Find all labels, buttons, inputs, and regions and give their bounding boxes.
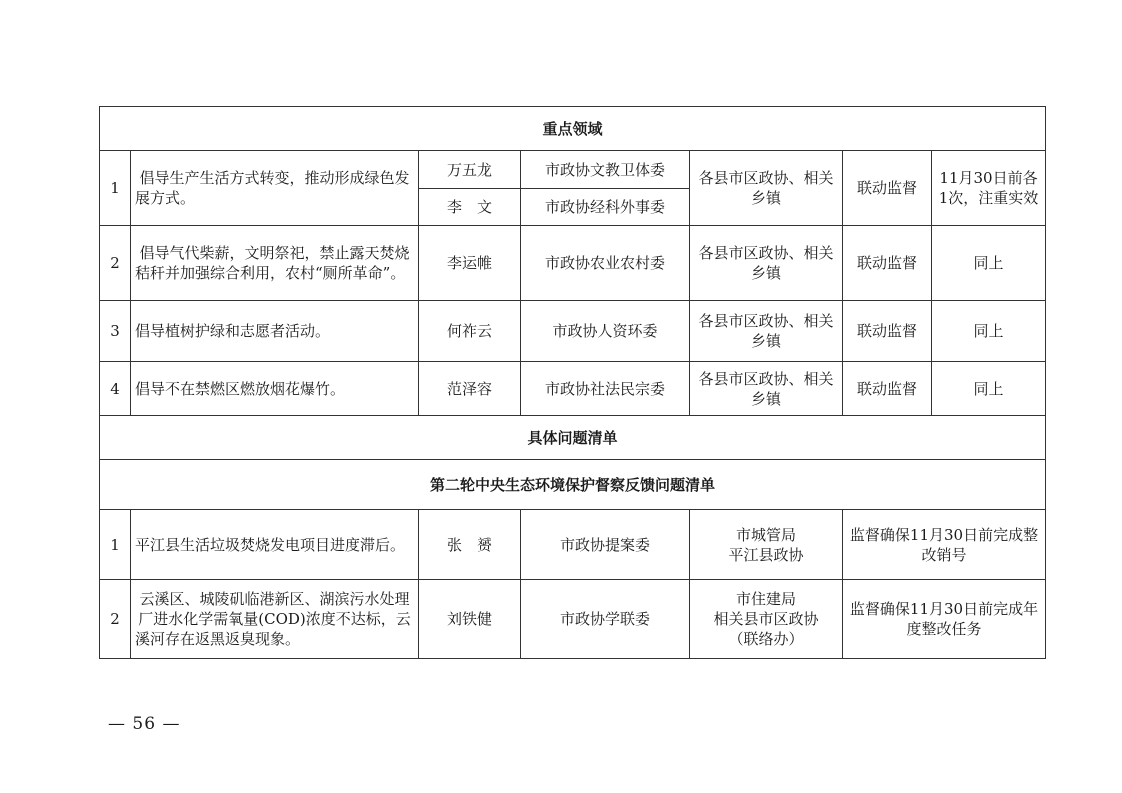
section-title-issue-list: 具体问题清单 — [100, 416, 1046, 460]
responsible-unit: 市政协经科外事委 — [521, 189, 690, 226]
leader-name: 李运帷 — [419, 226, 521, 301]
task-description: 倡导气代柴薪，文明祭祀，禁止露天焚烧秸秆并加强综合利用，农村“厕所革命”。 — [131, 226, 419, 301]
table-row — [100, 510, 1046, 580]
leader-name: 范泽容 — [419, 362, 521, 416]
partner-line: 相关县市区政协 — [713, 610, 819, 628]
task-description: 倡导植树护绿和志愿者活动。 — [131, 301, 419, 362]
row-number: 4 — [100, 362, 131, 416]
partner-units — [690, 580, 843, 659]
partner-units: 各县市区政协、相关乡镇 — [690, 226, 843, 301]
partner-line: （联络办） — [728, 630, 804, 648]
leader-name: 刘铁健 — [419, 580, 521, 659]
responsible-unit: 市政协人资环委 — [521, 301, 690, 362]
supervision-method: 联动监督 — [843, 226, 932, 301]
row-number: 2 — [100, 580, 131, 659]
responsible-unit: 市政协农业农村委 — [521, 226, 690, 301]
partner-line: 市城管局 — [735, 525, 796, 544]
supervision-table — [99, 106, 1046, 659]
leader-name: 张 赟 — [419, 510, 521, 580]
row-number: 2 — [100, 226, 131, 301]
deadline: 同上 — [932, 362, 1046, 416]
requirement: 监督确保11月30日前完成年度整改任务 — [843, 580, 1046, 659]
responsible-unit: 市政协学联委 — [521, 580, 690, 659]
task-description: 倡导不在禁燃区燃放烟花爆竹。 — [131, 362, 419, 416]
leader-name: 万五龙 — [419, 151, 521, 189]
issue-description: 云溪区、城陵矶临港新区、湖滨污水处理厂进水化学需氧量(COD)浓度不达标，云溪河存在返黑返臭现象。 — [131, 580, 419, 659]
row-number: 1 — [100, 151, 131, 226]
responsible-unit: 市政协文教卫体委 — [521, 151, 690, 189]
subsection-title: 第二轮中央生态环境保护督察反馈问题清单 — [100, 460, 1046, 510]
leader-name: 何祚云 — [419, 301, 521, 362]
partner-units: 各县市区政协、相关乡镇 — [690, 151, 843, 226]
supervision-method: 联动监督 — [843, 301, 932, 362]
partner-units — [690, 510, 843, 580]
table-row — [100, 362, 1046, 416]
row-number: 1 — [100, 510, 131, 580]
row-number: 3 — [100, 301, 131, 362]
section-header-row — [100, 416, 1046, 460]
supervision-method: 联动监督 — [843, 362, 932, 416]
deadline: 11月30日前各1次，注重实效 — [932, 151, 1046, 226]
section-header-row — [100, 107, 1046, 151]
deadline: 同上 — [932, 226, 1046, 301]
page-number: — 56 — — [108, 714, 181, 734]
partner-units: 各县市区政协、相关乡镇 — [690, 301, 843, 362]
section-title-key-areas: 重点领域 — [100, 107, 1046, 151]
requirement: 监督确保11月30日前完成整改销号 — [843, 510, 1046, 580]
table-row — [100, 580, 1046, 659]
responsible-unit: 市政协提案委 — [521, 510, 690, 580]
partner-line: 平江县政协 — [728, 545, 804, 564]
task-description: 倡导生产生活方式转变，推动形成绿色发展方式。 — [131, 151, 419, 226]
responsible-unit: 市政协社法民宗委 — [521, 362, 690, 416]
leader-name: 李 文 — [419, 189, 521, 226]
issue-description: 平江县生活垃圾焚烧发电项目进度滞后。 — [131, 510, 419, 580]
table-row — [100, 151, 1046, 189]
deadline: 同上 — [932, 301, 1046, 362]
supervision-method: 联动监督 — [843, 151, 932, 226]
partner-units: 各县市区政协、相关乡镇 — [690, 362, 843, 416]
partner-line: 市住建局 — [735, 590, 796, 608]
subsection-header-row — [100, 460, 1046, 510]
table-row — [100, 226, 1046, 301]
table-row — [100, 301, 1046, 362]
